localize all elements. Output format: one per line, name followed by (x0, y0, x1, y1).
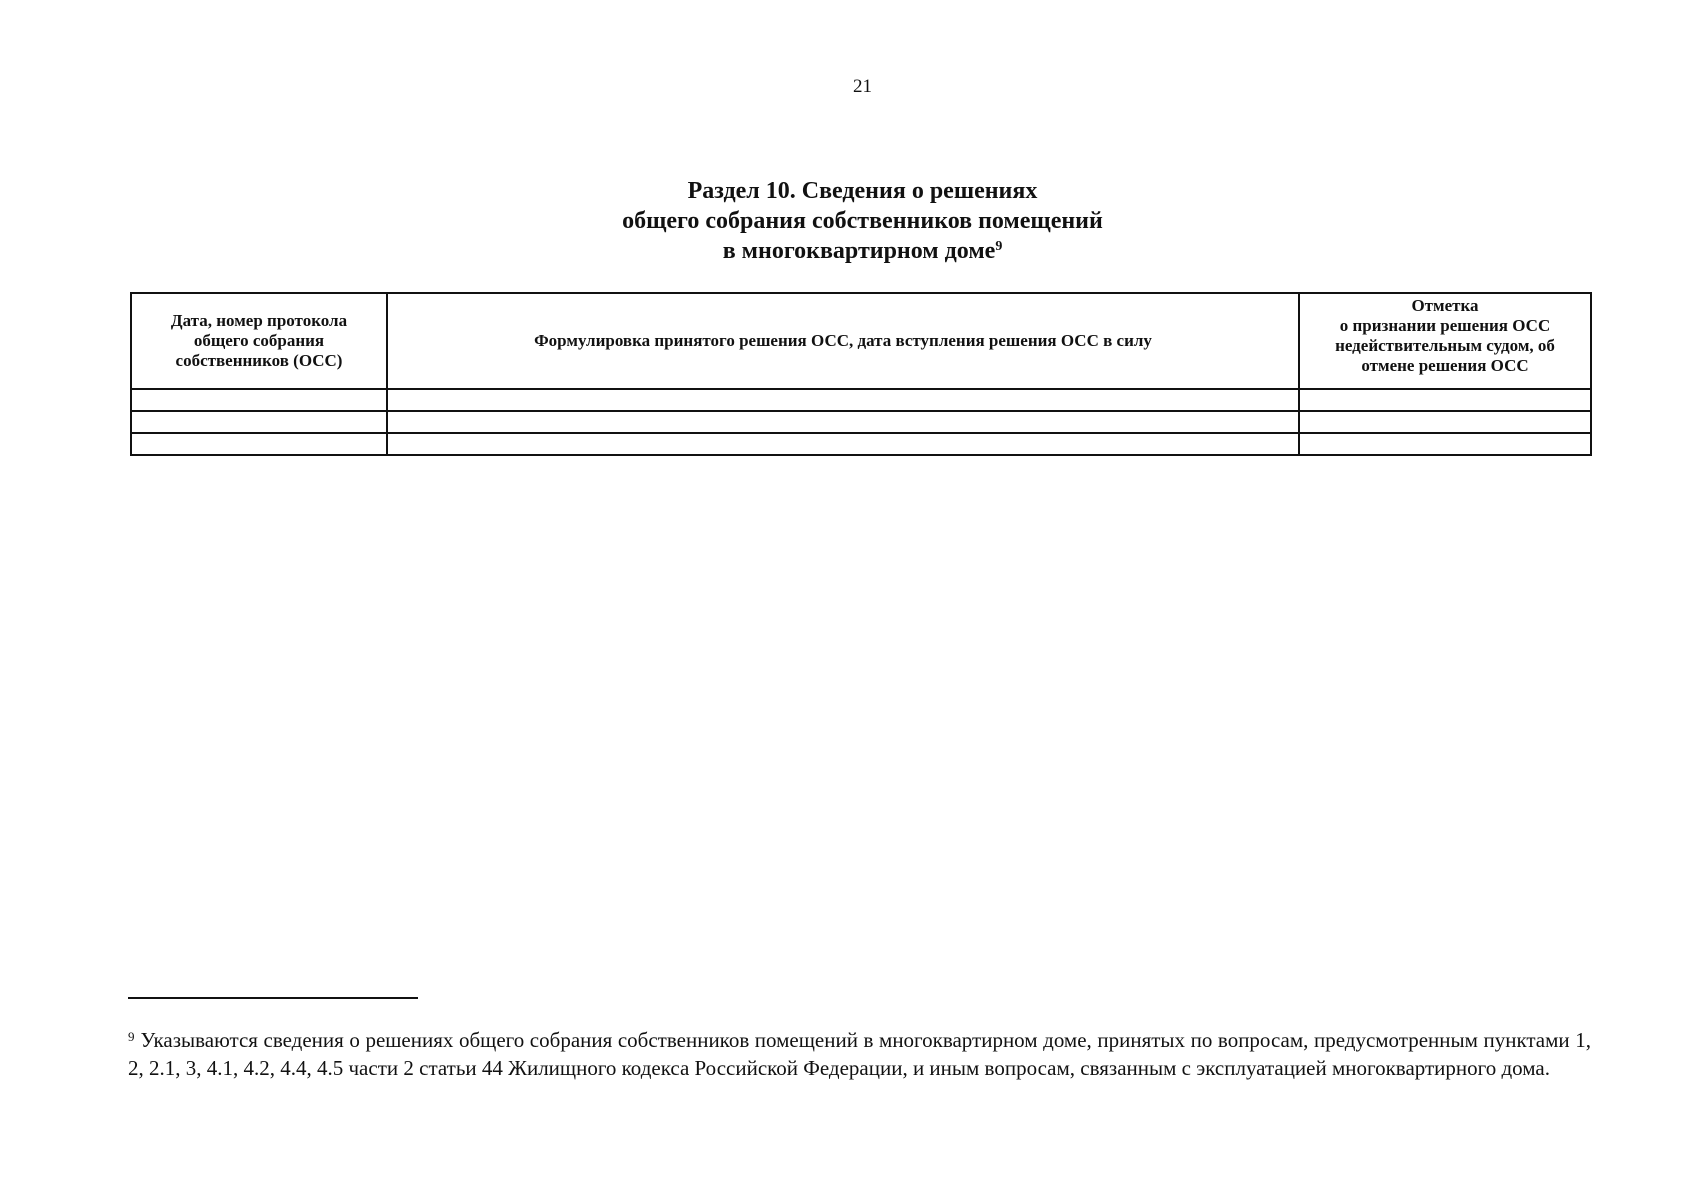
section-title-line: Раздел 10. Сведения о решениях (687, 178, 1038, 204)
table-row (131, 389, 1591, 411)
header-protocol-date-number: Дата, номер протокола общего собрания собственников (ОСС) (131, 293, 387, 389)
footnote-reference: 9 (995, 239, 1003, 254)
table-header-row (131, 293, 1591, 389)
footnote-text: Указываются сведения о решениях общего собрания собственников помещений в многоквартирном доме, принятых по вопросам, предусмотренным пунктами 1, 2, 2.1, 3, 4.1, 4.2, 4.4, 4.5 части 2 статьи 44 Жилищного кодекса Российской Федерации, и иным вопросам, связанным с эксплуатацией многоквартирного дома. (128, 1028, 1591, 1080)
page-number: 21 (853, 76, 872, 97)
table-cell (1299, 433, 1591, 455)
section-title (400, 176, 1325, 266)
header-invalidation-mark: Отметка о признании решения ОСС недействительным судом, об отмене решения ОСС (1299, 293, 1591, 389)
table-cell (387, 389, 1299, 411)
table-cell (1299, 389, 1591, 411)
table-row (131, 433, 1591, 455)
table-cell (131, 389, 387, 411)
table-row (131, 411, 1591, 433)
footnote (128, 1026, 1591, 1082)
table-cell (387, 411, 1299, 433)
table-cell (131, 411, 387, 433)
section-title-line (400, 236, 1325, 266)
footnote-separator (128, 997, 418, 999)
decisions-table (130, 292, 1592, 456)
table-cell (131, 433, 387, 455)
section-title-text: в многоквартирном доме (722, 238, 996, 264)
table-cell (387, 433, 1299, 455)
header-decision-wording: Формулировка принятого решения ОСС, дата вступления решения ОСС в силу (387, 293, 1299, 389)
table-cell (1299, 411, 1591, 433)
footnote-marker: 9 (128, 1029, 135, 1044)
section-title-line: общего собрания собственников помещений (622, 208, 1103, 234)
